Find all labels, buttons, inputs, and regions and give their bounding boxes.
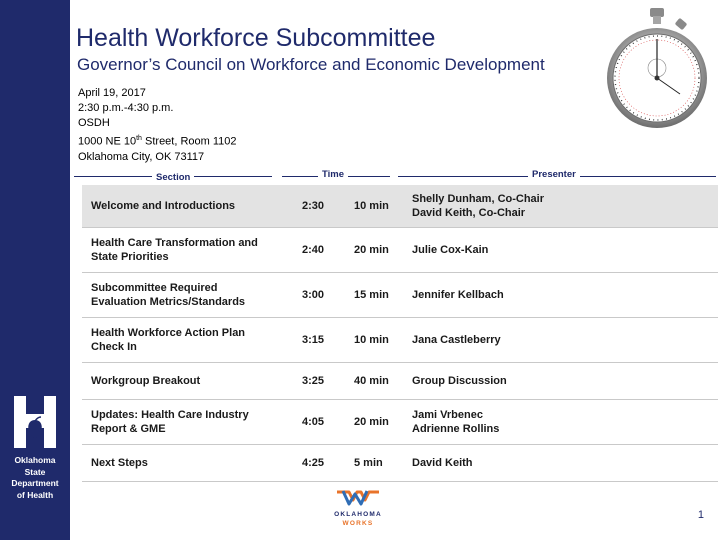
agenda-duration: 5 min xyxy=(354,457,383,469)
agenda-section: Updates: Health Care Industry Report & GME xyxy=(91,409,249,435)
oklahoma-health-logo-icon xyxy=(12,394,58,450)
presenter-column-header: Presenter xyxy=(528,169,580,180)
agenda-duration: 20 min xyxy=(354,244,389,256)
meeting-city: Oklahoma City, OK 73117 xyxy=(78,150,205,163)
agenda-duration: 10 min xyxy=(354,334,389,346)
agenda-presenter: David Keith xyxy=(412,457,473,469)
address-suffix: Street, Room 1102 xyxy=(141,135,237,148)
org-line: Department xyxy=(11,478,59,488)
table-row xyxy=(82,445,718,482)
agenda-section: Health Care Transformation and State Priorities xyxy=(91,237,258,263)
logo-line2: WORKS xyxy=(342,520,374,527)
agenda-presenter: Jana Castleberry xyxy=(412,334,501,346)
agenda-time: 4:05 xyxy=(302,416,325,428)
agenda-section: Subcommittee Required Evaluation Metrics/Standards xyxy=(91,282,246,308)
agenda-time: 4:25 xyxy=(302,457,325,469)
meeting-info xyxy=(78,86,237,165)
agenda-duration: 15 min xyxy=(354,289,389,301)
agenda-time: 3:15 xyxy=(302,334,325,346)
address-sup: th xyxy=(136,135,142,142)
sidebar xyxy=(0,0,70,540)
agenda-presenter: Jennifer Kellbach xyxy=(412,289,504,301)
agenda-presenter: Shelly Dunham, Co-Chair David Keith, Co-Chair xyxy=(412,193,545,219)
org-line: Oklahoma xyxy=(14,455,56,465)
agenda-section: Next Steps xyxy=(91,457,148,469)
table-row xyxy=(82,363,718,400)
page-number: 1 xyxy=(697,509,704,521)
meeting-org: OSDH xyxy=(78,117,110,129)
org-line: State xyxy=(24,466,46,477)
agenda-section: Workgroup Breakout xyxy=(91,375,201,387)
table-row xyxy=(82,400,718,445)
agenda-time: 2:30 xyxy=(302,200,325,212)
agenda-section: Health Workforce Action Plan Check In xyxy=(91,327,246,353)
table-row xyxy=(82,185,718,228)
agenda-time: 3:00 xyxy=(302,289,325,301)
table-row xyxy=(82,273,718,318)
sidebar-org-name xyxy=(4,455,66,501)
section-column-header: Section xyxy=(152,172,194,183)
org-line: of Health xyxy=(16,489,54,500)
agenda-duration: 20 min xyxy=(354,416,389,428)
meeting-time: 2:30 p.m.-4:30 p.m. xyxy=(78,102,174,114)
agenda-time: 3:25 xyxy=(302,375,325,387)
agenda-time: 2:40 xyxy=(302,244,325,256)
agenda-duration: 10 min xyxy=(354,200,389,212)
agenda-duration: 40 min xyxy=(354,375,389,387)
page-title: Health Workforce Subcommittee xyxy=(76,24,436,52)
meeting-date: April 19, 2017 xyxy=(78,87,146,99)
agenda-section: Welcome and Introductions xyxy=(91,200,236,212)
agenda-presenter: Group Discussion xyxy=(412,375,507,387)
agenda-presenter: Julie Cox-Kain xyxy=(412,244,489,256)
agenda-presenter: Jami Vrbenec Adrienne Rollins xyxy=(412,409,500,435)
meeting-address xyxy=(78,131,237,150)
stopwatch-icon xyxy=(606,6,708,132)
oklahoma-works-logo-icon xyxy=(327,486,389,530)
time-column-header: Time xyxy=(318,169,348,180)
table-row xyxy=(82,318,718,363)
agenda-table xyxy=(82,185,718,482)
address-prefix: 1000 NE 10 xyxy=(78,135,137,148)
logo-line1: OKLAHOMA xyxy=(334,511,382,518)
table-row xyxy=(82,228,718,273)
page-subtitle: Governor’s Council on Workforce and Economic Development xyxy=(77,55,545,74)
